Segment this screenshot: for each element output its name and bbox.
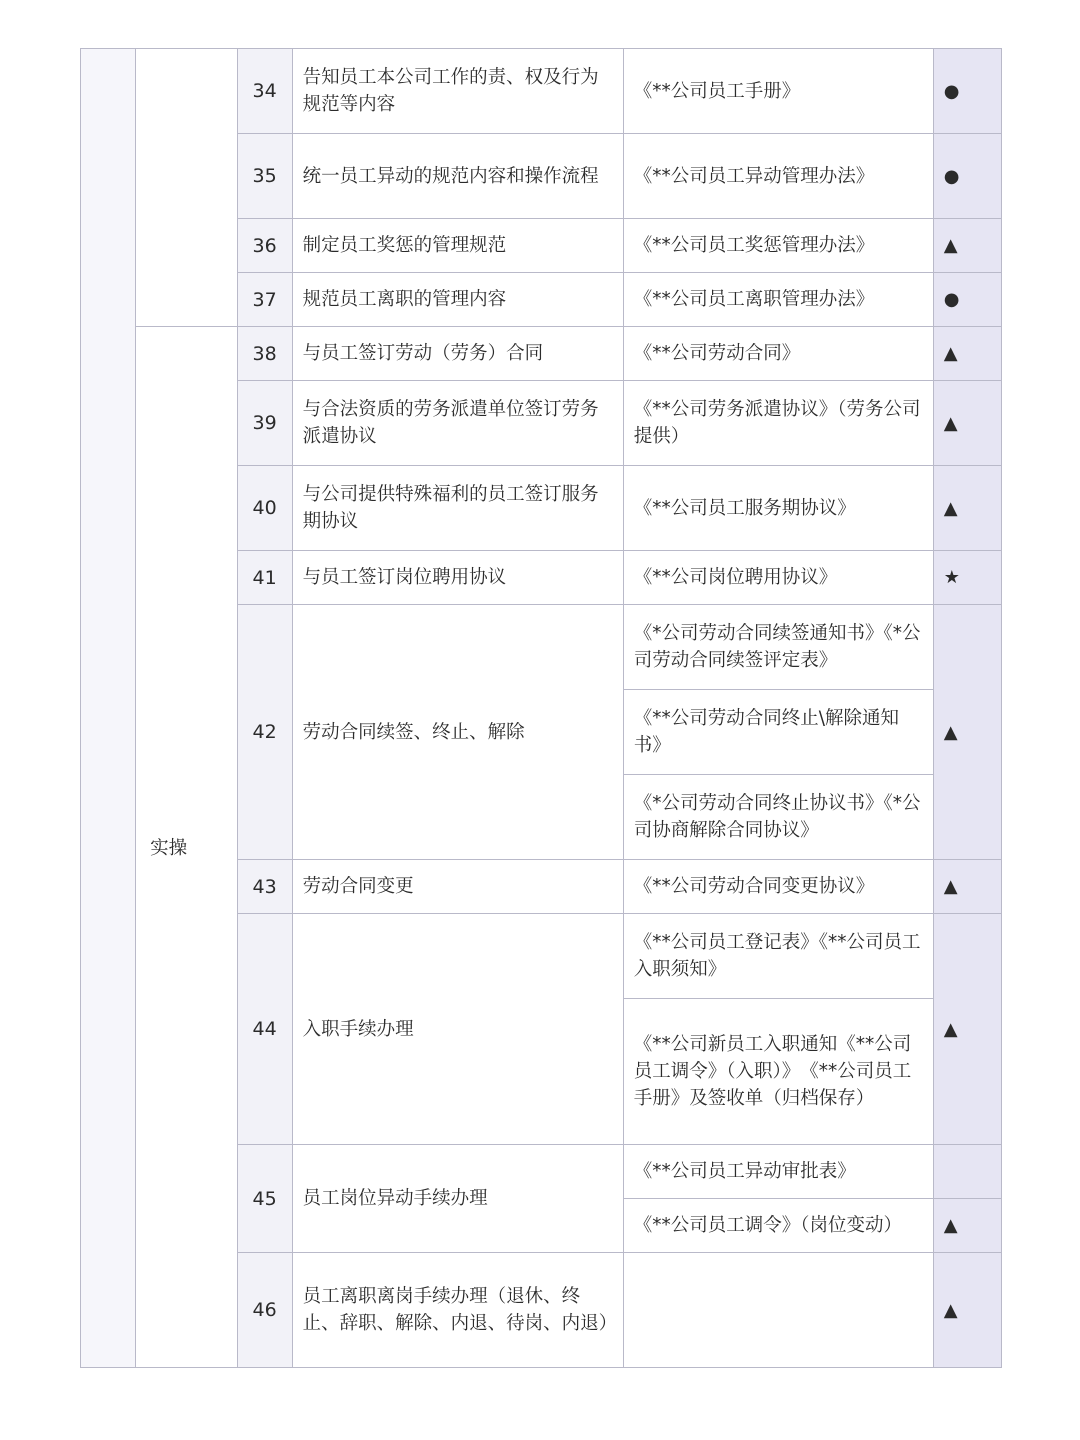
mark-symbol: ▲ — [933, 1199, 1001, 1253]
document-cell: 《**公司劳动合同》 — [623, 327, 933, 381]
document-cell — [623, 1253, 933, 1368]
mark-symbol: ▲ — [933, 381, 1001, 466]
task-cell: 制定员工奖惩的管理规范 — [292, 219, 623, 273]
task-cell: 告知员工本公司工作的责、权及行为规范等内容 — [292, 49, 623, 134]
row-number: 43 — [237, 860, 292, 914]
row-number: 40 — [237, 466, 292, 551]
row-number: 44 — [237, 914, 292, 1145]
document-cell: 《**公司劳务派遣协议》（劳务公司提供） — [623, 381, 933, 466]
row-number: 46 — [237, 1253, 292, 1368]
mark-symbol: ▲ — [933, 327, 1001, 381]
document-cell: 《**公司员工奖惩管理办法》 — [623, 219, 933, 273]
document-cell: 《*公司劳动合同续签通知书》《*公司劳动合同续签评定表》 — [623, 605, 933, 690]
mark-symbol: ● — [933, 134, 1001, 219]
task-cell: 员工岗位异动手续办理 — [292, 1145, 623, 1253]
mark-symbol: ▲ — [933, 860, 1001, 914]
row-number: 39 — [237, 381, 292, 466]
document-cell: 《**公司劳动合同终止\解除通知书》 — [623, 690, 933, 775]
category-cell-empty — [136, 49, 237, 327]
task-cell: 劳动合同续签、终止、解除 — [292, 605, 623, 860]
row-number: 38 — [237, 327, 292, 381]
mark-symbol: ▲ — [933, 466, 1001, 551]
row-number: 42 — [237, 605, 292, 860]
document-cell: 《**公司员工登记表》《**公司员工入职须知》 — [623, 914, 933, 999]
row-number: 45 — [237, 1145, 292, 1253]
task-cell: 劳动合同变更 — [292, 860, 623, 914]
row-number: 35 — [237, 134, 292, 219]
task-cell: 与合法资质的劳务派遣单位签订劳务派遣协议 — [292, 381, 623, 466]
document-cell: 《**公司员工异动管理办法》 — [623, 134, 933, 219]
document-cell: 《**公司员工手册》 — [623, 49, 933, 134]
table-row — [81, 49, 1002, 134]
row-number: 36 — [237, 219, 292, 273]
task-cell: 入职手续办理 — [292, 914, 623, 1145]
row-number: 41 — [237, 551, 292, 605]
table-row — [81, 327, 1002, 381]
task-cell: 与员工签订劳动（劳务）合同 — [292, 327, 623, 381]
mark-symbol: ● — [933, 49, 1001, 134]
row-number: 34 — [237, 49, 292, 134]
task-cell: 与公司提供特殊福利的员工签订服务期协议 — [292, 466, 623, 551]
mark-symbol: ● — [933, 273, 1001, 327]
mark-symbol — [933, 1145, 1001, 1199]
mark-symbol: ★ — [933, 551, 1001, 605]
task-cell: 规范员工离职的管理内容 — [292, 273, 623, 327]
document-cell: 《**公司员工调令》（岗位变动） — [623, 1199, 933, 1253]
document-cell: 《**公司劳动合同变更协议》 — [623, 860, 933, 914]
document-cell: 《**公司岗位聘用协议》 — [623, 551, 933, 605]
category-label: 实操 — [136, 327, 237, 1368]
mark-symbol: ▲ — [933, 914, 1001, 1145]
document-table — [80, 48, 1002, 1368]
task-cell: 与员工签订岗位聘用协议 — [292, 551, 623, 605]
document-cell: 《**公司员工服务期协议》 — [623, 466, 933, 551]
outer-column-cell — [81, 49, 136, 1368]
row-number: 37 — [237, 273, 292, 327]
document-cell: 《**公司员工异动审批表》 — [623, 1145, 933, 1199]
mark-symbol: ▲ — [933, 605, 1001, 860]
mark-symbol: ▲ — [933, 219, 1001, 273]
task-cell: 员工离职离岗手续办理（退休、终止、辞职、解除、内退、待岗、内退） — [292, 1253, 623, 1368]
mark-symbol: ▲ — [933, 1253, 1001, 1368]
document-cell: 《*公司劳动合同终止协议书》《*公司协商解除合同协议》 — [623, 775, 933, 860]
document-cell: 《**公司新员工入职通知《**公司员工调令》（入职）》 《**公司员工手册》及签收单（归档保存） — [623, 999, 933, 1145]
document-cell: 《**公司员工离职管理办法》 — [623, 273, 933, 327]
task-cell: 统一员工异动的规范内容和操作流程 — [292, 134, 623, 219]
